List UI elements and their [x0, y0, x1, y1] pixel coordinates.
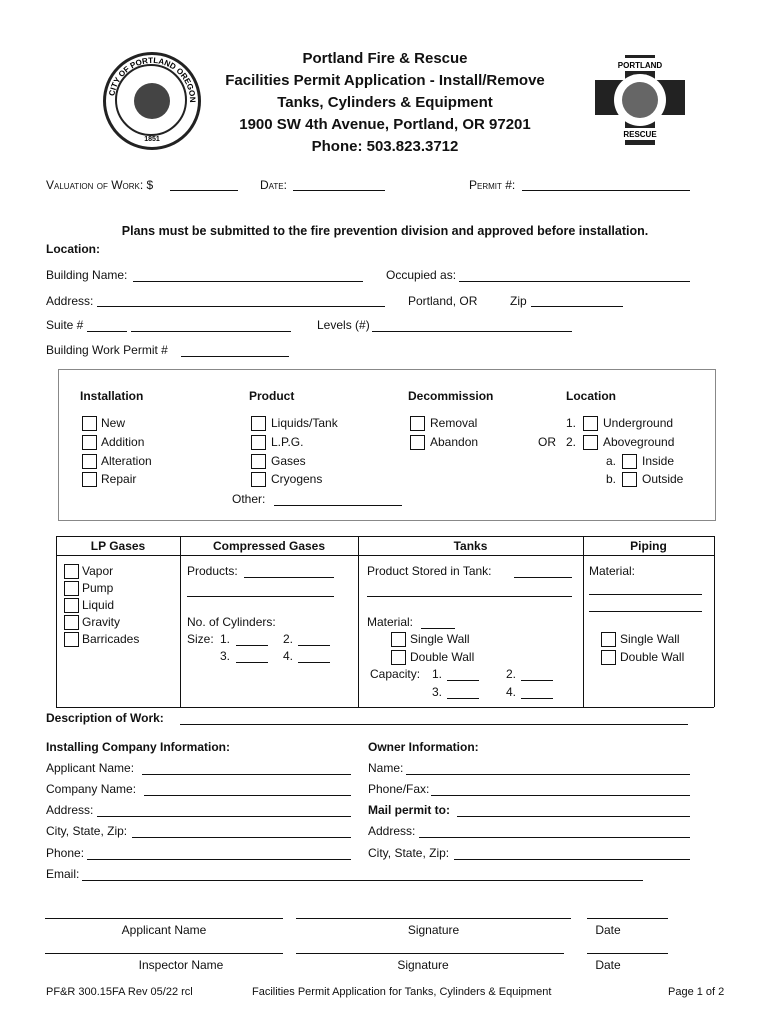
capacity-num-4: 4.: [506, 685, 517, 699]
form-title: Facilities Permit Application - Install/Remove: [225, 72, 545, 89]
alteration-label: Alteration: [101, 454, 152, 468]
removal-checkbox[interactable]: [410, 416, 425, 431]
installer-city-label: City, State, Zip:: [46, 824, 128, 838]
piping-header: Piping: [630, 539, 667, 553]
zip-label: Zip: [510, 294, 527, 308]
abandon-label: Abandon: [430, 435, 479, 449]
applicant-name-sign-line[interactable]: [45, 918, 283, 919]
new-checkbox[interactable]: [82, 416, 97, 431]
inspector-signature-line[interactable]: [296, 953, 564, 954]
company-name-field[interactable]: [144, 795, 351, 796]
permit-field[interactable]: [522, 190, 690, 191]
addition-label: Addition: [101, 435, 145, 449]
gases-checkbox[interactable]: [251, 454, 266, 469]
owner-city-label: City, State, Zip:: [368, 846, 450, 860]
svg-text:CITY OF PORTLAND OREGON: CITY OF PORTLAND OREGON: [107, 55, 198, 103]
new-label: New: [101, 416, 126, 430]
tank-single-wall-checkbox[interactable]: [391, 632, 406, 647]
svg-text:FIRE: FIRE: [633, 75, 647, 81]
liquid-label: Liquid: [82, 598, 115, 612]
cryogens-label: Cryogens: [271, 472, 323, 486]
org-phone: Phone: 503.823.3712: [311, 138, 459, 155]
zip-field[interactable]: [531, 306, 623, 307]
applicant-signature-line[interactable]: [296, 918, 571, 919]
inspector-name-sign-line[interactable]: [45, 953, 283, 954]
compressed-gases-header: Compressed Gases: [212, 539, 326, 553]
abandon-checkbox[interactable]: [410, 435, 425, 450]
size-field-4[interactable]: [298, 662, 330, 663]
other-field[interactable]: [274, 505, 402, 506]
products-field[interactable]: [244, 577, 334, 578]
svg-text:PORTLAND: PORTLAND: [617, 61, 663, 70]
size-field-3[interactable]: [236, 662, 268, 663]
alteration-checkbox[interactable]: [82, 454, 97, 469]
description-field[interactable]: [180, 724, 688, 725]
capacity-num-3: 3.: [432, 685, 443, 699]
installer-address-field[interactable]: [97, 816, 351, 817]
applicant-date-caption: Date: [595, 923, 621, 937]
inspector-date-caption: Date: [595, 958, 621, 972]
vapor-label: Vapor: [82, 564, 114, 578]
inside-checkbox[interactable]: [622, 454, 637, 469]
gravity-checkbox[interactable]: [64, 615, 79, 630]
piping-single-wall-label: Single Wall: [620, 632, 680, 646]
barricades-checkbox[interactable]: [64, 632, 79, 647]
product-title: Product: [249, 389, 295, 403]
location-title: Location:: [46, 242, 100, 256]
owner-name-field[interactable]: [406, 774, 690, 775]
building-name-label: Building Name:: [46, 268, 128, 282]
product-stored-field-2[interactable]: [367, 596, 572, 597]
installer-email-field[interactable]: [82, 880, 643, 881]
outside-label: Outside: [642, 472, 684, 486]
capacity-num-1: 1.: [432, 667, 443, 681]
applicant-signature-caption: Signature: [407, 923, 460, 937]
tank-single-wall-label: Single Wall: [410, 632, 470, 646]
capacity-field-2[interactable]: [521, 680, 553, 681]
cryogens-checkbox[interactable]: [251, 472, 266, 487]
num-cylinders-label: No. of Cylinders:: [187, 615, 276, 629]
lp-gases-header: LP Gases: [90, 539, 146, 553]
lpg-label: L.P.G.: [271, 435, 304, 449]
applicant-name-label: Applicant Name:: [46, 761, 135, 775]
installer-phone-label: Phone:: [46, 846, 85, 860]
svg-text:1851: 1851: [144, 136, 160, 143]
occupied-as-field[interactable]: [459, 281, 690, 282]
installation-title: Installation: [80, 389, 144, 403]
installer-title: Installing Company Information:: [46, 740, 231, 754]
applicant-name-field[interactable]: [142, 774, 351, 775]
outside-checkbox[interactable]: [622, 472, 637, 487]
description-label: Description of Work:: [46, 711, 164, 725]
org-address: 1900 SW 4th Avenue, Portland, OR 97201: [239, 116, 531, 133]
aboveground-label: Aboveground: [603, 435, 675, 449]
underground-label: Underground: [603, 416, 674, 430]
location-num-1: 1.: [566, 416, 577, 430]
addition-checkbox[interactable]: [82, 435, 97, 450]
levels-label: Levels (#): [317, 318, 370, 332]
footer-page-number: Page 1 of 2: [668, 986, 725, 998]
piping-material-field-2[interactable]: [589, 611, 702, 612]
permit-label: Permit #:: [469, 178, 516, 192]
other-label: Other:: [232, 492, 266, 506]
piping-double-wall-checkbox[interactable]: [601, 650, 616, 665]
address-field[interactable]: [97, 306, 385, 307]
date-label: Date:: [260, 178, 287, 192]
liquids-tank-label: Liquids/Tank: [271, 416, 338, 430]
products-field-2[interactable]: [187, 596, 334, 597]
inside-label: Inside: [642, 454, 675, 468]
location-num-2: 2.: [566, 435, 577, 449]
owner-phone-label: Phone/Fax:: [368, 782, 430, 796]
company-name-label: Company Name:: [46, 782, 137, 796]
org-name: Portland Fire & Rescue: [302, 50, 468, 67]
form-subtitle: Tanks, Cylinders & Equipment: [277, 94, 493, 111]
size-field-2[interactable]: [298, 645, 330, 646]
tank-material-field[interactable]: [421, 628, 455, 629]
work-permit-field[interactable]: [181, 356, 289, 357]
levels-field[interactable]: [372, 331, 572, 332]
suite-field-2[interactable]: [131, 331, 291, 332]
address-label: Address:: [46, 294, 94, 308]
city-label: Portland, OR: [408, 294, 478, 308]
product-stored-label: Product Stored in Tank:: [367, 564, 492, 578]
removal-label: Removal: [430, 416, 478, 430]
valuation-field[interactable]: [170, 190, 238, 191]
installer-phone-field[interactable]: [87, 859, 351, 860]
valuation-label: Valuation of Work: $: [46, 178, 154, 192]
building-name-field[interactable]: [133, 281, 363, 282]
lpg-checkbox[interactable]: [251, 435, 266, 450]
installer-email-label: Email:: [46, 867, 80, 881]
footer-form-name: Facilities Permit Application for Tanks, Cylinders & Equipment: [252, 986, 552, 998]
work-permit-label: Building Work Permit #: [46, 343, 168, 357]
vapor-checkbox[interactable]: [64, 564, 79, 579]
gravity-label: Gravity: [82, 615, 121, 629]
date-field[interactable]: [293, 190, 385, 191]
barricades-label: Barricades: [82, 632, 140, 646]
applicant-date-line[interactable]: [587, 918, 668, 919]
decommission-title: Decommission: [408, 389, 494, 403]
aboveground-checkbox[interactable]: [583, 435, 598, 450]
location-options-title: Location: [566, 389, 616, 403]
tank-double-wall-checkbox[interactable]: [391, 650, 406, 665]
location-sub-a: a.: [606, 454, 617, 468]
capacity-label: Capacity:: [370, 667, 421, 681]
piping-double-wall-label: Double Wall: [620, 650, 685, 664]
inspector-name-caption: Inspector Name: [138, 958, 224, 972]
piping-single-wall-checkbox[interactable]: [601, 632, 616, 647]
underground-checkbox[interactable]: [583, 416, 598, 431]
occupied-as-label: Occupied as:: [386, 268, 457, 282]
size-num-1: 1.: [220, 632, 231, 646]
mail-permit-field[interactable]: [457, 816, 690, 817]
pump-checkbox[interactable]: [64, 581, 79, 596]
footer-form-number: PF&R 300.15FA Rev 05/22 rcl: [46, 986, 193, 998]
capacity-num-2: 2.: [506, 667, 517, 681]
products-label: Products:: [187, 564, 238, 578]
owner-title: Owner Information:: [368, 740, 479, 754]
owner-phone-field[interactable]: [431, 795, 690, 796]
installer-city-field[interactable]: [132, 837, 351, 838]
size-field-1[interactable]: [236, 645, 268, 646]
size-num-3: 3.: [220, 649, 231, 663]
gases-label: Gases: [271, 454, 306, 468]
capacity-field-4[interactable]: [521, 698, 553, 699]
repair-checkbox[interactable]: [82, 472, 97, 487]
mail-permit-label: Mail permit to:: [368, 803, 451, 817]
inspector-signature-caption: Signature: [397, 958, 449, 972]
tank-double-wall-label: Double Wall: [410, 650, 475, 664]
inspector-date-line[interactable]: [587, 953, 668, 954]
location-sub-b: b.: [606, 472, 617, 486]
size-num-2: 2.: [283, 632, 294, 646]
owner-address-label: Address:: [368, 824, 416, 838]
location-or-label: OR: [538, 435, 556, 449]
pump-label: Pump: [82, 581, 114, 595]
owner-address-field[interactable]: [419, 837, 690, 838]
size-label: Size:: [187, 632, 214, 646]
product-stored-field[interactable]: [514, 577, 572, 578]
owner-name-label: Name:: [368, 761, 404, 775]
plans-notice: Plans must be submitted to the fire prevention division and approved before installation.: [121, 224, 649, 238]
suite-label: Suite #: [46, 318, 84, 332]
piping-material-label: Material:: [589, 564, 636, 578]
svg-text:RESCUE: RESCUE: [623, 130, 657, 139]
liquids-tank-checkbox[interactable]: [251, 416, 266, 431]
repair-label: Repair: [101, 472, 137, 486]
capacity-field-3[interactable]: [447, 698, 479, 699]
applicant-name-caption: Applicant Name: [121, 923, 207, 937]
header: [0, 48, 770, 158]
tank-material-label: Material:: [367, 615, 414, 629]
installer-address-label: Address:: [46, 803, 94, 817]
piping-material-field[interactable]: [589, 594, 702, 595]
capacity-field-1[interactable]: [447, 680, 479, 681]
owner-city-field[interactable]: [454, 859, 690, 860]
suite-field[interactable]: [87, 331, 127, 332]
tanks-header: Tanks: [453, 539, 488, 553]
liquid-checkbox[interactable]: [64, 598, 79, 613]
size-num-4: 4.: [283, 649, 294, 663]
